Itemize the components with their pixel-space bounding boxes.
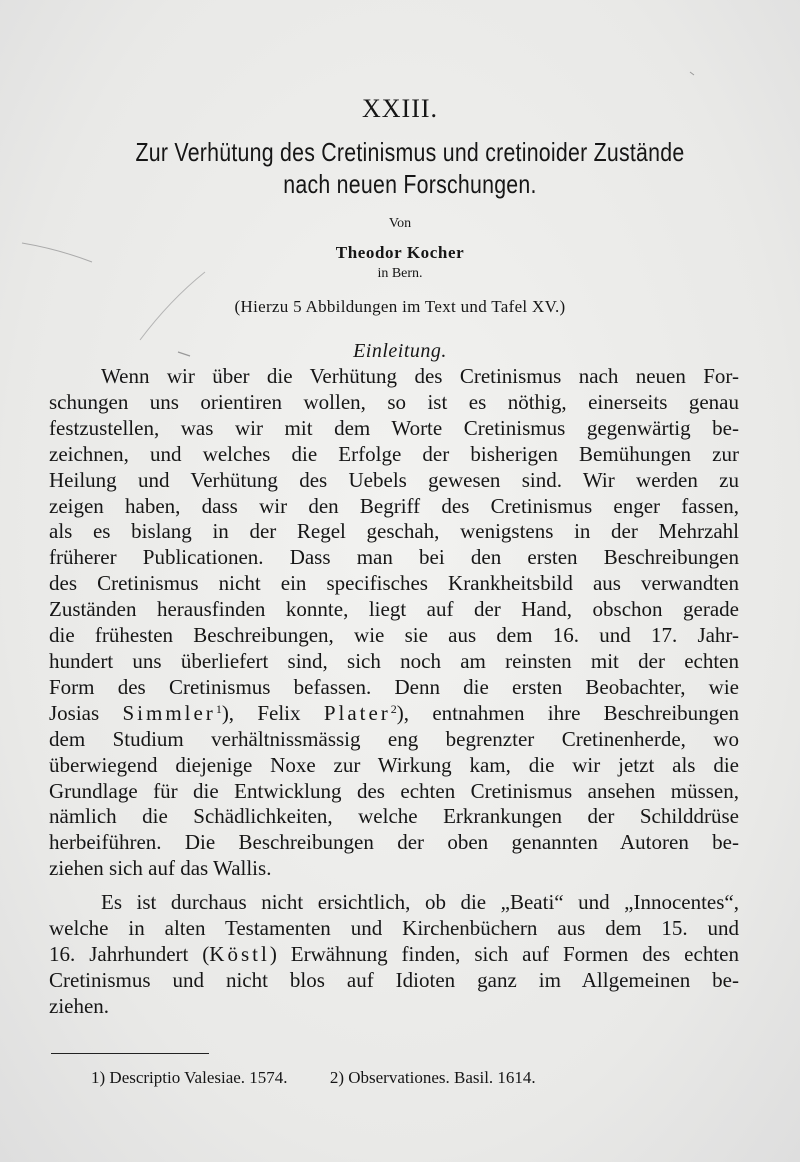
paragraph-2	[49, 890, 739, 1020]
paragraph-line: Cretinismus und nicht blos auf Idioten ganz im Allgemeinen be-	[49, 967, 739, 992]
footnote-ref-2: 2	[390, 701, 397, 716]
paragraph-line: festzustellen, was wir mit dem Worte Cretinismus gegenwärtig be-	[49, 415, 739, 440]
footnote-ref-1: 1	[215, 701, 222, 716]
paragraph-line: überwiegend diejenige Noxe zur Wirkung kam, die wir jetzt als die	[49, 752, 739, 777]
paragraph-line	[49, 942, 739, 968]
paragraph-line: herbeiführen. Die Beschreibungen der oben genannten Autoren be-	[49, 830, 739, 855]
footnote-divider	[51, 1053, 209, 1054]
author-name-simmler: Simmler	[122, 700, 216, 725]
paragraph-line: Grundlage für die Entwicklung des echten Cretinismus ansehen müssen,	[49, 778, 739, 803]
line-text: ), entnahmen ihre Beschreibungen	[396, 700, 739, 725]
paragraph-line: Heilung und Verhütung des Uebels gewesen sind. Wir werden zu	[49, 467, 739, 492]
author-name: Theodor Kocher	[335, 243, 465, 262]
line-text: ), Felix	[221, 700, 324, 725]
title-line-2: nach neuen Forschungen.	[283, 169, 537, 199]
paragraph-line	[49, 701, 739, 727]
paragraph-line: nämlich die Schädlichkeiten, welche Erkrankungen der Schilddrüse	[49, 804, 739, 829]
paragraph-line: die frühesten Beschreibungen, wie sie aus dem 16. und 17. Jahr-	[49, 623, 739, 648]
paragraph-line: Wenn wir über die Verhütung des Cretinismus nach neuen For-	[101, 364, 739, 388]
line-text: 16. Jahrhundert (	[49, 941, 210, 966]
paragraph-line: als es bislang in der Regel geschah, wenigstens in der Mehrzahl	[49, 519, 739, 544]
title-line-1: Zur Verhütung des Cretinismus und cretinoider Zustände	[135, 137, 685, 167]
paragraph-line: schungen uns orientiren wollen, so ist es nöthig, einerseits genau	[49, 389, 739, 414]
paragraph-line: Form des Cretinismus befassen. Denn die ersten Beobachter, wie	[49, 674, 739, 699]
chapter-number: XXIII.	[361, 94, 439, 123]
paragraph-line: zeigen haben, dass wir den Begriff des Cretinismus enger fassen,	[49, 493, 739, 518]
line-text: Josias	[49, 700, 123, 725]
line-text: ) Erwähnung finden, sich auf Formen des echten	[269, 941, 739, 966]
paragraph-line: ziehen sich auf das Wallis.	[49, 856, 272, 881]
paper-title	[123, 136, 697, 200]
footnote-2: 2) Observationes. Basil. 1614.	[329, 1068, 536, 1087]
illustrations-note: (Hierzu 5 Abbildungen im Text und Tafel XV.)	[234, 297, 566, 316]
author-name-plater: Plater	[323, 700, 391, 725]
footnote-1: 1) Descriptio Valesiae. 1574.	[91, 1068, 288, 1087]
author-name-koestl: Köstl	[209, 941, 270, 966]
paragraph-line: hundert uns überliefert sind, sich noch am reinsten mit der echten	[49, 648, 739, 673]
author-affiliation: in Bern.	[377, 266, 423, 281]
paragraph-line: Zuständen herausfinden konnte, liegt auf der Hand, obschon gerade	[49, 597, 739, 622]
section-heading: Einleitung.	[353, 340, 447, 362]
paragraph-line: zeichnen, und welches die Erfolge der bisherigen Bemühungen zur	[49, 441, 739, 466]
paragraph-line: welche in alten Testamenten und Kirchenbüchern aus dem 15. und	[49, 916, 739, 941]
paragraph-line: ziehen.	[49, 993, 110, 1018]
paragraph-line: des Cretinismus nicht ein specifisches Krankheitsbild aus verwandten	[49, 571, 739, 596]
paragraph-gap	[49, 882, 739, 890]
paragraph-line: dem Studium verhältnissmässig eng begrenzter Cretinenherde, wo	[49, 726, 739, 751]
paragraph-line: früherer Publicationen. Dass man bei den ersten Beschreibungen	[49, 545, 739, 570]
byline-von: Von	[388, 216, 412, 231]
footnotes	[91, 1068, 536, 1088]
body-text	[49, 364, 739, 1020]
paragraph-1	[49, 364, 739, 882]
paragraph-line: Es ist durchaus nicht ersichtlich, ob die „Beati“ und „Innocentes“,	[101, 890, 739, 915]
